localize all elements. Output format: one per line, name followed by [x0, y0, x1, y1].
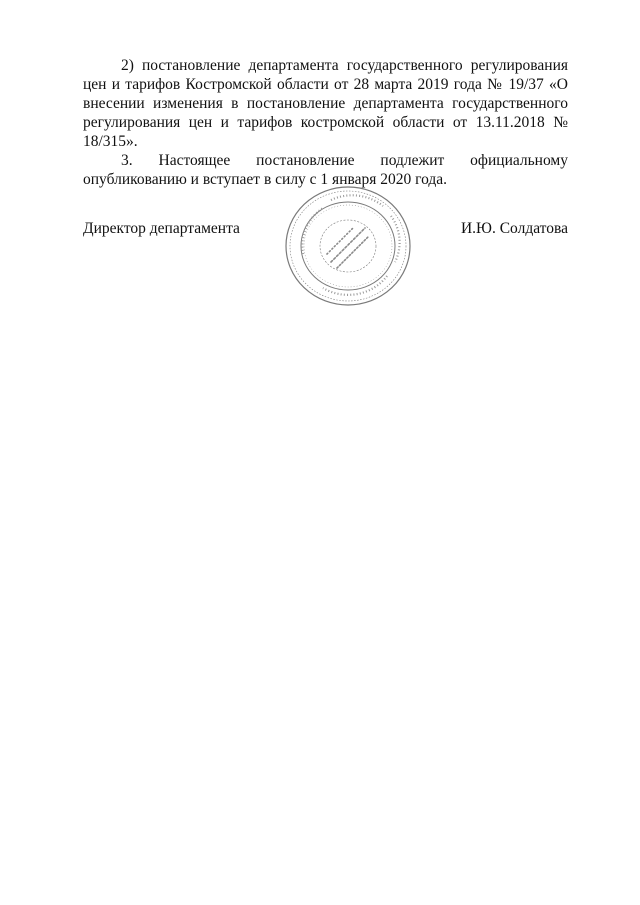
signatory-name: И.Ю. Солдатова: [460, 220, 568, 237]
official-seal-icon: [283, 184, 413, 309]
paragraph-effective-date: 3. Настоящее постановление подлежит официальному опубликованию и вступает в силу с 1 января 2020 года.: [83, 152, 568, 188]
document-body: [83, 56, 568, 189]
signatory-position: Директор департамента: [83, 220, 240, 237]
paragraph-decree-reference: 2) постановление департамента государственного регулирования цен и тарифов Костромской области от 28 марта 2019 года № 19/37 «О внесении изменения в постановление департамента государственного регулирования цен и тарифов костромской области от 13.11.2018 № 18/315».: [83, 57, 568, 150]
